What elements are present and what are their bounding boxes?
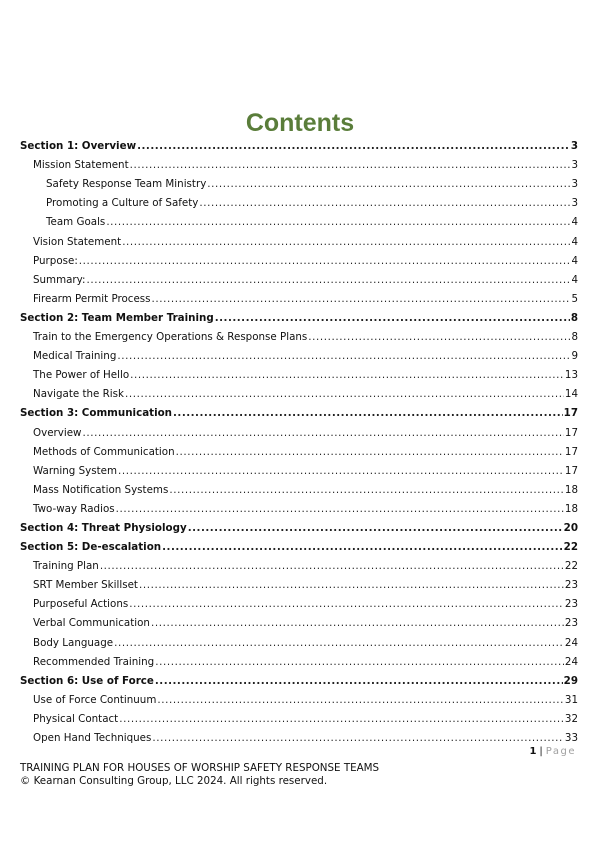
- toc-dot-leader: [155, 675, 563, 687]
- toc-dot-leader: [169, 484, 564, 496]
- toc-entry-page: 14: [564, 388, 578, 401]
- toc-entry-page: 4: [571, 216, 578, 229]
- toc-entry[interactable]: [20, 211, 578, 230]
- toc-section-entry[interactable]: [20, 307, 578, 326]
- toc-entry-page: 20: [563, 521, 578, 534]
- toc-section-entry[interactable]: [20, 536, 578, 555]
- toc-entry[interactable]: [20, 460, 578, 479]
- page-number: [529, 746, 576, 757]
- page-title: Contents: [245, 109, 355, 137]
- toc-dot-leader: [215, 312, 570, 324]
- toc-entry-page: 3: [571, 159, 578, 172]
- toc-entry-page: 9: [571, 350, 578, 363]
- toc-entry-label: Promoting a Culture of Safety: [46, 197, 199, 210]
- toc-entry-page: 8: [570, 311, 578, 324]
- toc-dot-leader: [173, 407, 563, 419]
- toc-entry[interactable]: [20, 651, 578, 670]
- toc-entry-page: 23: [564, 579, 578, 592]
- toc-dot-leader: [79, 255, 571, 267]
- toc-entry-label: Section 6: Use of Force: [20, 674, 154, 687]
- toc-entry[interactable]: [20, 689, 578, 708]
- toc-entry-label: Train to the Emergency Operations & Response Plans: [33, 331, 308, 344]
- toc-dot-leader: [117, 350, 570, 362]
- toc-dot-leader: [308, 331, 570, 343]
- toc-entry[interactable]: [20, 154, 578, 173]
- toc-dot-leader: [155, 656, 564, 668]
- toc-dot-leader: [162, 541, 563, 553]
- toc-entry-page: 18: [564, 483, 578, 496]
- toc-dot-leader: [106, 216, 570, 228]
- toc-entry-label: Medical Training: [33, 350, 117, 363]
- toc-entry[interactable]: [20, 555, 578, 574]
- toc-entry[interactable]: [20, 383, 578, 402]
- toc-dot-leader: [114, 637, 564, 649]
- toc-entry-page: 22: [563, 541, 578, 554]
- toc-section-entry[interactable]: [20, 402, 578, 421]
- toc-entry[interactable]: [20, 192, 578, 211]
- toc-dot-leader: [86, 274, 570, 286]
- toc-entry-label: Safety Response Team Ministry: [46, 178, 207, 191]
- toc-entry[interactable]: [20, 479, 578, 498]
- toc-entry-label: Section 5: De-escalation: [20, 541, 162, 554]
- toc-entry-label: SRT Member Skillset: [33, 579, 138, 592]
- toc-dot-leader: [118, 465, 564, 477]
- toc-dot-leader: [188, 522, 563, 534]
- toc-entry-page: 17: [564, 426, 578, 439]
- toc-entry-page: 3: [571, 197, 578, 210]
- toc-entry-label: Purposeful Actions: [33, 598, 129, 611]
- toc-entry[interactable]: [20, 230, 578, 249]
- toc-entry-label: Purpose:: [33, 254, 78, 267]
- toc-dot-leader: [137, 140, 570, 152]
- toc-dot-leader: [152, 732, 564, 744]
- toc-dot-leader: [152, 293, 571, 305]
- toc-entry-page: 22: [564, 560, 578, 573]
- toc-entry-label: Vision Statement: [33, 235, 122, 248]
- toc-entry[interactable]: [20, 708, 578, 727]
- toc-entry-label: The Power of Hello: [33, 369, 130, 382]
- toc-entry-label: Warning System: [33, 464, 118, 477]
- toc-entry-label: Section 2: Team Member Training: [20, 311, 214, 324]
- toc-dot-leader: [157, 694, 564, 706]
- toc-dot-leader: [116, 503, 564, 515]
- toc-dot-leader: [130, 159, 571, 171]
- toc-entry-label: Body Language: [33, 636, 114, 649]
- toc-dot-leader: [151, 617, 564, 629]
- toc-entry-label: Team Goals: [46, 216, 106, 229]
- toc-entry-label: Physical Contact: [33, 712, 119, 725]
- toc-entry-page: 5: [571, 292, 578, 305]
- toc-entry[interactable]: [20, 631, 578, 650]
- toc-entry[interactable]: [20, 593, 578, 612]
- toc-section-entry[interactable]: [20, 670, 578, 689]
- toc-entry-page: 3: [570, 140, 578, 153]
- page-number-value: 1: [529, 746, 537, 757]
- toc-dot-leader: [139, 579, 564, 591]
- footer-title: TRAINING PLAN FOR HOUSES OF WORSHIP SAFETY RESPONSE TEAMS: [20, 762, 380, 774]
- toc-entry-label: Section 3: Communication: [20, 407, 172, 420]
- toc-entry-label: Verbal Communication: [33, 617, 150, 630]
- toc-entry[interactable]: [20, 574, 578, 593]
- toc-entry-page: 8: [571, 331, 578, 344]
- toc-entry-page: 24: [564, 655, 578, 668]
- toc-dot-leader: [129, 598, 564, 610]
- toc-entry-page: 4: [571, 273, 578, 286]
- page-word: Page: [545, 746, 576, 757]
- toc-entry-page: 3: [571, 178, 578, 191]
- toc-dot-leader: [125, 388, 564, 400]
- toc-entry-page: 33: [564, 732, 578, 744]
- toc-entry[interactable]: [20, 326, 578, 345]
- toc-entry[interactable]: [20, 364, 578, 383]
- toc-entry[interactable]: [20, 173, 578, 192]
- toc-entry-page: 18: [564, 502, 578, 515]
- toc-entry-page: 32: [564, 712, 578, 725]
- toc-dot-leader: [176, 446, 564, 458]
- document-footer: [20, 762, 379, 788]
- toc-entry-label: Overview: [33, 426, 82, 439]
- toc-section-entry[interactable]: [20, 517, 578, 536]
- toc-entry-label: Section 1: Overview: [20, 140, 137, 153]
- footer-copyright: © Kearnan Consulting Group, LLC 2024. All rights reserved.: [20, 775, 328, 787]
- toc-entry[interactable]: [20, 345, 578, 364]
- toc-entry-label: Two-way Radios: [33, 502, 115, 515]
- toc-entry-label: Training Plan: [33, 560, 99, 573]
- toc-entry-label: Firearm Permit Process: [33, 292, 151, 305]
- page-separator: |: [539, 746, 543, 757]
- toc-dot-leader: [119, 713, 564, 725]
- toc-entry-page: 23: [564, 598, 578, 611]
- toc-entry-page: 13: [564, 369, 578, 382]
- toc-entry-label: Summary:: [33, 273, 86, 286]
- toc-dot-leader: [122, 236, 570, 248]
- toc-section-entry[interactable]: [20, 135, 578, 154]
- toc-entry-page: 17: [564, 445, 578, 458]
- toc-entry-label: Recommended Training: [33, 655, 155, 668]
- toc-entry-label: Use of Force Continuum: [33, 693, 157, 706]
- toc-entry-page: 23: [564, 617, 578, 630]
- toc-entry-page: 17: [564, 464, 578, 477]
- toc-entry-label: Methods of Communication: [33, 445, 175, 458]
- toc-entry[interactable]: [20, 288, 578, 307]
- toc-dot-leader: [130, 369, 564, 381]
- toc-entry-label: Section 4: Threat Physiology: [20, 521, 187, 534]
- toc-entry[interactable]: [20, 250, 578, 269]
- toc-dot-leader: [199, 197, 570, 209]
- toc-entry[interactable]: [20, 269, 578, 288]
- toc-entry[interactable]: [20, 612, 578, 631]
- toc-entry-page: 17: [563, 407, 578, 420]
- toc-dot-leader: [207, 178, 570, 190]
- toc-entry[interactable]: [20, 441, 578, 460]
- toc-entry-page: 29: [563, 674, 578, 687]
- toc-entry[interactable]: [20, 498, 578, 517]
- toc-entry-page: 24: [564, 636, 578, 649]
- toc-dot-leader: [82, 427, 563, 439]
- toc-entry-label: Mass Notification Systems: [33, 483, 169, 496]
- toc-entry-page: 4: [571, 235, 578, 248]
- toc-entry-label: Navigate the Risk: [33, 388, 124, 401]
- toc-entry-label: Open Hand Techniques: [33, 732, 152, 744]
- toc-entry-label: Mission Statement: [33, 159, 129, 172]
- toc-entry[interactable]: [20, 421, 578, 440]
- toc-entry-page: 4: [571, 254, 578, 267]
- toc-dot-leader: [100, 560, 564, 572]
- table-of-contents: [20, 135, 578, 746]
- toc-entry-page: 31: [564, 693, 578, 706]
- toc-entry[interactable]: [20, 727, 578, 746]
